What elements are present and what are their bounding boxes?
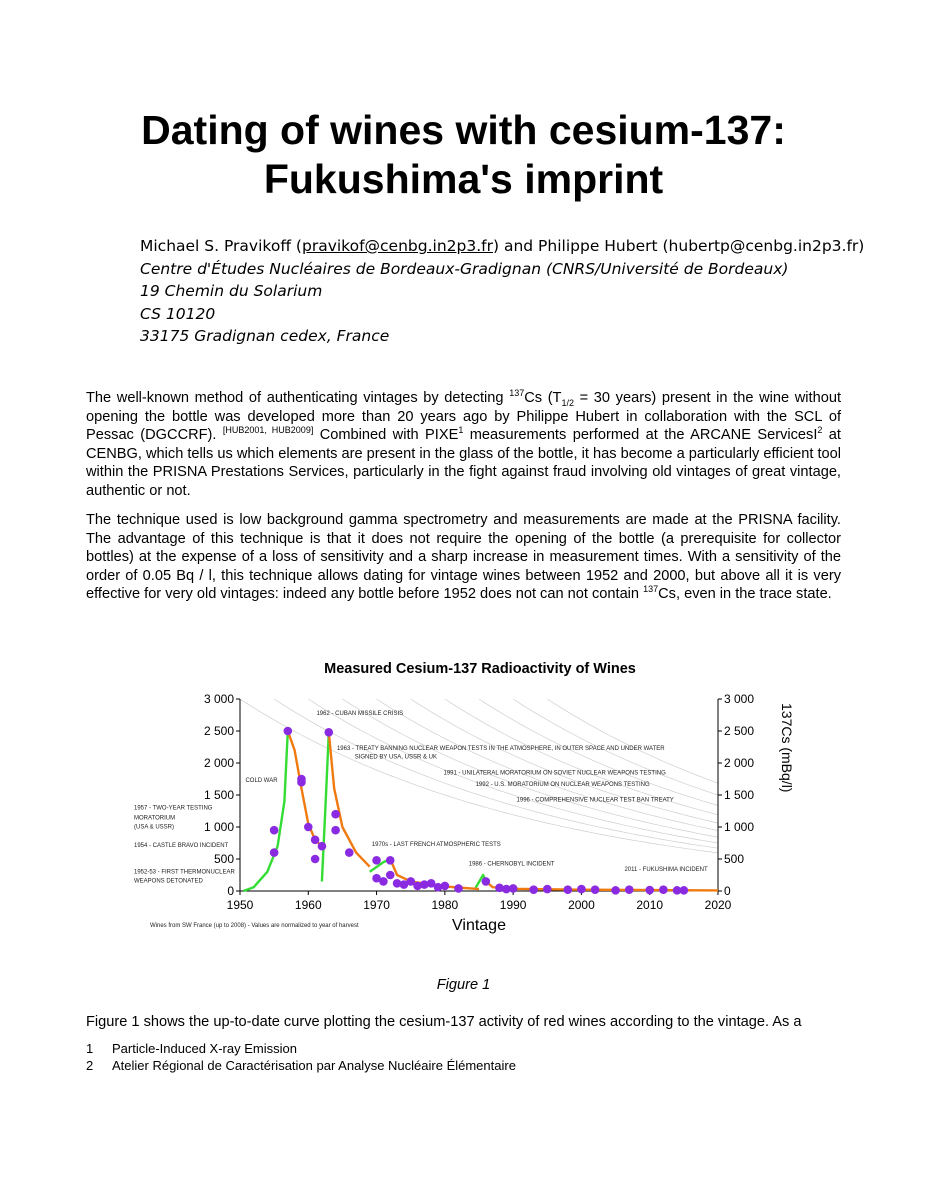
data-point (304, 823, 313, 832)
data-point (270, 826, 279, 835)
data-point (270, 848, 279, 857)
affiliation-line: 33175 Gradignan cedex, France (140, 327, 390, 345)
data-point (379, 877, 388, 886)
chart-annotation: 1963 - TREATY BANNING NUCLEAR WEAPON TESTS IN THE ATMOSPHERE, IN OUTER SPACE AND UNDER WATER (336, 746, 665, 753)
author-block (140, 235, 864, 348)
decay-guide-curve (377, 699, 718, 831)
paragraph-3: Figure 1 shows the up-to-date curve plotting the cesium-137 activity of red wines according to the vintage. As a (86, 1014, 802, 1030)
y-tick-label-right: 2 500 (724, 724, 755, 738)
chart-annotation: COLD WAR (245, 778, 278, 785)
y-tick-label-right: 0 (724, 884, 731, 898)
data-point (543, 885, 552, 894)
x-tick-label: 1950 (226, 898, 254, 912)
data-point (611, 886, 620, 895)
x-tick-label: 2000 (568, 898, 595, 912)
footnote-1: 1 Particle-Induced X-ray Emission (86, 1041, 297, 1056)
data-point (577, 885, 586, 894)
data-point (324, 728, 333, 737)
y-tick-label-left: 2 000 (203, 756, 234, 770)
chart-side-note: 1954 - CASTLE BRAVO INCIDENT (134, 842, 229, 849)
data-point (372, 856, 381, 865)
data-point (297, 778, 306, 787)
y-tick-label-right: 1 500 (724, 788, 755, 802)
y-tick-label-left: 1 000 (203, 820, 234, 834)
chart-side-note: 1952-53 - FIRST THERMONUCLEAR (134, 869, 235, 876)
data-point (331, 826, 340, 835)
data-point (318, 842, 327, 851)
footnotes (86, 1040, 516, 1074)
x-tick-label: 2020 (704, 898, 732, 912)
chart-side-note: WEAPONS DETONATED (134, 878, 203, 885)
x-tick-label: 2010 (636, 898, 664, 912)
x-tick-label: 1970 (363, 898, 390, 912)
affiliation-line: Centre d'Études Nucléaires de Bordeaux-Gradignan (CNRS/Université de Bordeaux) (140, 259, 789, 278)
data-point (441, 882, 450, 891)
y-tick-label-left: 2 500 (203, 724, 234, 738)
data-point (482, 877, 491, 886)
green-curve (243, 731, 287, 891)
chart-annotation: 2011 - FUKUSHIMA INCIDENT (624, 867, 708, 874)
chart-annotation: 1986 - CHERNOBYL INCIDENT (468, 861, 555, 868)
green-curve (322, 732, 329, 881)
y-tick-label-right: 2 000 (724, 756, 755, 770)
cesium-chart (120, 652, 795, 947)
data-point (345, 848, 354, 857)
figure-caption: Figure 1 (436, 977, 491, 993)
y-tick-label-left: 3 000 (203, 692, 234, 706)
data-point (645, 886, 654, 895)
chart-side-note: 1957 - TWO-YEAR TESTING (134, 805, 213, 812)
y-tick-label-right: 500 (724, 852, 745, 866)
data-point (386, 871, 395, 880)
chart-side-note: (USA & USSR) (134, 824, 175, 831)
data-point (563, 885, 572, 894)
email-link[interactable]: pravikof@cenbg.in2p3.fr (301, 237, 493, 255)
data-point (331, 810, 340, 819)
data-point (591, 885, 600, 894)
y-tick-label-right: 3 000 (724, 692, 755, 706)
y-tick-label-left: 500 (213, 852, 234, 866)
x-tick-label: 1990 (499, 898, 527, 912)
chart-annotation: 1992 - U.S. MORATORIUM ON NUCLEAR WEAPONS TESTING (475, 782, 650, 789)
y-tick-label-left: 0 (227, 884, 234, 898)
paragraph-2: The technique used is low background gamma spectrometry and measurements are made at the PRISNA facility. The advantage of this technique is that it does not require the opening of the bottle (a prerequisite for collector bottles) at the expense of a loss of sensitivity and a sharp increase in measurement times. With a sensitivity of the order of 0.05 Bq / l, this technique allows dating for vintage wines between 1952 and 2000, but above all it is very effective for very old vintages: indeed any bottle before 1952 does not can not contain $^{137}$Cs, even in the trace state. (86, 512, 841, 603)
y-tick-label-left: 1 500 (203, 788, 234, 802)
data-point (680, 886, 689, 895)
y-tick-label-right: 1 000 (724, 820, 755, 834)
data-point (659, 885, 668, 894)
data-point (284, 727, 293, 736)
x-tick-label: 1960 (294, 898, 322, 912)
x-tick-label: 1980 (431, 898, 459, 912)
y-axis-label-right: 137Cs (mBq/l) (779, 703, 795, 793)
data-point (311, 855, 320, 864)
chart-side-note: MORATORIUM (134, 815, 176, 822)
decay-guide-curve (342, 699, 718, 837)
chart-annotation: SIGNED BY USA, USSR & UK (354, 754, 437, 761)
orange-curve (329, 732, 370, 866)
title-line-1: Dating of wines with cesium-137: (141, 107, 786, 153)
chart-footnote: Wines from SW France (up to 2008) - Values are normalized to year of harvest (150, 923, 359, 929)
chart-annotation: 1962 - CUBAN MISSILE CRISIS (316, 711, 404, 717)
affiliation-line: 19 Chemin du Solarium (140, 282, 323, 300)
chart-annotation: 1970s - LAST FRENCH ATMOSPHERIC TESTS (371, 842, 501, 849)
data-point (509, 884, 518, 893)
chart-title: Measured Cesium-137 Radioactivity of Wines (324, 661, 636, 677)
chart-annotation: 1996 - COMPREHENSIVE NUCLEAR TEST BAN TREATY (516, 797, 674, 804)
title-line-2: Fukushima's imprint (263, 156, 664, 202)
data-point (386, 856, 395, 865)
data-point (454, 884, 463, 893)
data-point (311, 836, 320, 845)
affiliation-line: CS 10120 (140, 304, 216, 323)
data-point (529, 885, 538, 894)
decay-guide-curve (411, 699, 718, 823)
author-line: Michael S. Pravikoff (pravikof@cenbg.in2p3.fr) and Philippe Hubert (hubertp@cenbg.in2p3.fr) (140, 237, 865, 255)
data-point (625, 885, 634, 894)
paragraph-1: The well-known method of authenticating vintages by detecting $^{137}$Cs ($T_{1/2} = 30$ years) present in the wine without opening the bottle was developed more than 20 years ago by Philippe Hubert in collaboration with the SCL of Pessac (DGCCRF). [HUB2001, HUB2009] Combined with PIXE$^1$ measurements performed at the ARCANE ServicesI$^2$ at CENBG, which tells us which elements are present in the glass of the bottle, it has become a particularly efficient tool within the PRISNA Prestations Services, particularly in the fight against fraud involving old vintages of great vintage, authentic or not. (86, 388, 841, 499)
page-title (0, 106, 927, 204)
chart-annotation: 1991 - UNILATERAL MORATORIUM ON SOVIET NUCLEAR WEAPONS TESTING (443, 770, 666, 777)
x-axis-label: Vintage (452, 917, 506, 934)
footnote-2: 2 Atelier Régional de Caractérisation par Analyse Nucléaire Élémentaire (86, 1058, 516, 1073)
